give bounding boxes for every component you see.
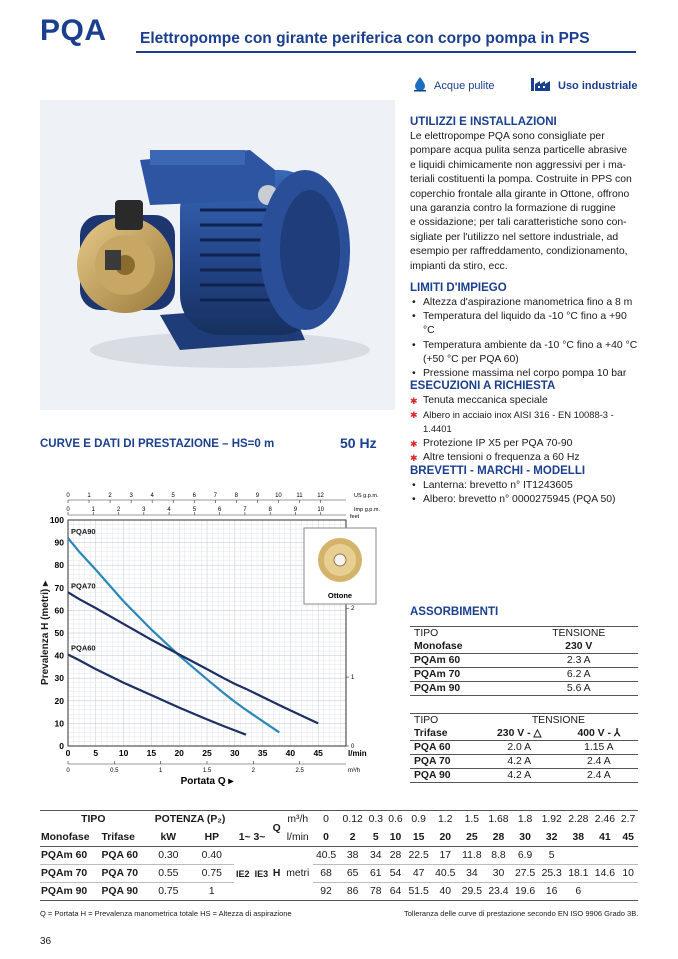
- text-line: e ossidazione; per tali caratteristiche sono con-: [410, 217, 627, 229]
- list-item: • Albero: brevetto n° 0000275945 (PQA 50): [410, 493, 640, 507]
- q-m3h-cell: 0.12: [342, 814, 363, 826]
- h-value-cell: 23.4: [488, 886, 509, 897]
- q-m3h-cell: 0.6: [388, 814, 403, 826]
- m3h-tick-label: 2: [251, 768, 256, 774]
- text-line: Le elettropompe PQA sono consigliate per: [410, 131, 605, 142]
- text-line: una garanzia contro la formazione di ruggine: [410, 203, 616, 215]
- y-tick-label: 100: [49, 515, 64, 525]
- text-line: sigliate per l'utilizzo nel settore industriale, ad: [410, 231, 619, 243]
- text-line: pompare acqua pulita senza particelle abrasive: [410, 145, 628, 157]
- h-value-cell: 86: [346, 886, 359, 897]
- badge-acque-pulite: [412, 76, 495, 95]
- q-m3h-cell: 1.2: [438, 814, 453, 826]
- h-value-cell: 54: [389, 868, 402, 879]
- chart-title: CURVE E DATI DI PRESTAZIONE – HS=0 m: [40, 438, 275, 450]
- list-item: • Temperatura del liquido da -10 °C fino a +90 °C: [410, 310, 640, 338]
- section-esecuzioni-list: [410, 394, 640, 465]
- impgpm-tick-label: 10: [317, 507, 325, 513]
- impeller-icon: [318, 538, 362, 582]
- m3h-unit-label: m³/h: [348, 768, 360, 774]
- q-lmin-cell: 0: [323, 831, 329, 843]
- m3h-tick-label: 1: [158, 768, 163, 774]
- q-lmin-cell: 20: [439, 831, 452, 843]
- q-lmin-cell: 38: [572, 831, 585, 843]
- ie2-label: IE2: [236, 868, 250, 879]
- h-value-cell: 78: [370, 886, 382, 897]
- usgpm-tick-label: 9: [255, 493, 260, 499]
- table-header: 1~ 3~: [238, 831, 266, 843]
- series-label: PQA60: [71, 643, 96, 653]
- table-row: PQAm 90 PQA 90 0.75 1 92 86 78 64 51.5 40 29.5 23.4 19.6 16 6: [40, 883, 638, 901]
- table-header: Monofase: [414, 641, 463, 652]
- usgpm-unit-label: US g.p.m.: [354, 493, 379, 499]
- h-value-cell: 40.5: [315, 850, 337, 861]
- h-value-cell: 14.6: [594, 868, 616, 879]
- y-tick-label: 30: [54, 673, 64, 684]
- text-line: e liquidi chimicamente non aggressivi per i ma-: [410, 159, 626, 171]
- impgpm-tick-label: 3: [142, 507, 146, 513]
- footer-legend: Q = Portata H = Prevalenza manometrica totale HS = Altezza di aspirazione: [40, 909, 292, 918]
- q-m3h-cell: 0.9: [411, 814, 426, 826]
- y-tick-label: 60: [54, 605, 64, 616]
- table-header: m³/h: [287, 814, 309, 826]
- ie3-label: IE3: [254, 868, 269, 879]
- q-lmin-cell: 30: [519, 831, 531, 843]
- y-tick-label: 40: [54, 650, 64, 661]
- q-lmin-cell: 28: [492, 831, 505, 843]
- table-row: PQA 90 4.2 A 2.4 A: [410, 769, 638, 783]
- list-item: • Altezza d'aspirazione manometrica fino a 8 m: [410, 296, 640, 310]
- h-value-cell: 27.5: [514, 868, 536, 879]
- h-value-cell: 28: [389, 850, 402, 861]
- industry-icon: [530, 76, 552, 95]
- h-value-cell: 40.5: [435, 868, 456, 879]
- q-m3h-cell: 1.8: [517, 814, 533, 826]
- impgpm-tick-label: 5: [192, 507, 197, 513]
- h-value-cell: 65: [346, 868, 359, 879]
- section-brevetti-heading: BREVETTI - MARCHI - MODELLI: [410, 465, 586, 477]
- usgpm-tick-label: 0: [66, 493, 70, 499]
- impgpm-tick-label: 2: [116, 507, 121, 513]
- list-item: • Temperatura ambiente da -10 °C fino a +40 °C: [410, 339, 640, 353]
- impgpm-unit-label: Imp g.p.m.: [354, 507, 380, 513]
- usgpm-tick-label: 6: [192, 493, 196, 499]
- table-row: PQAm 60 PQA 60 0.30 0.40 IE2 IE3 H metri 40.5 38 34 28 22.5 17 11.8 8.8 6.9 5: [40, 847, 638, 865]
- table-row: PQA 60 2.0 A 1.15 A: [410, 741, 638, 755]
- section-esecuzioni-heading: ESECUZIONI A RICHIESTA: [410, 380, 556, 392]
- table-header: HP: [204, 831, 219, 843]
- x-axis-label: Portata Q ▸: [180, 776, 234, 787]
- table-header: kW: [160, 831, 177, 843]
- feet-tick-label: 1: [351, 675, 355, 682]
- m3h-tick-label: 0: [66, 768, 70, 774]
- list-item: • Lanterna: brevetto n° IT1243605: [410, 479, 640, 493]
- usgpm-tick-label: 10: [275, 493, 282, 499]
- performance-table: [40, 810, 638, 901]
- y-tick-label: 10: [54, 718, 64, 729]
- impgpm-tick-label: 6: [217, 507, 222, 513]
- h-value-cell: [618, 847, 638, 865]
- usgpm-tick-label: 5: [171, 493, 175, 499]
- text-line: coperchio frontale alla girante in Ottone, offrono: [410, 188, 630, 200]
- h-value-cell: 18.1: [568, 868, 589, 879]
- list-item: (+50 °C per PQA 60): [423, 353, 519, 365]
- q-lmin-cell: 45: [622, 831, 634, 843]
- page-number: 36: [40, 936, 52, 947]
- table-header: Monofase: [41, 831, 90, 843]
- x-tick-label: 20: [174, 748, 184, 758]
- usgpm-tick-label: 11: [296, 493, 303, 499]
- footer-tolerance: Tolleranza delle curve di prestazione secondo EN ISO 9906 Grado 3B.: [404, 909, 639, 918]
- table-header: TENSIONE: [552, 628, 606, 639]
- table-header: 400 V - ⅄: [577, 728, 621, 739]
- h-value-cell: [618, 883, 638, 901]
- q-lmin-cell: 10: [389, 831, 402, 843]
- table-header: TIPO: [414, 715, 439, 726]
- product-code: PQA: [40, 14, 107, 47]
- q-m3h-cell: 2.7: [620, 814, 636, 826]
- impgpm-tick-label: 1: [91, 507, 95, 513]
- usgpm-tick-label: 8: [234, 493, 239, 499]
- list-item: ✱ Altre tensioni o frequenza a 60 Hz: [410, 451, 640, 465]
- x-tick-label: 15: [146, 748, 157, 758]
- q-lmin-cell: 15: [412, 831, 425, 843]
- impgpm-tick-label: 8: [268, 507, 272, 513]
- list-item: • Pressione massima nel corpo pompa 10 bar: [410, 367, 640, 381]
- y-tick-label: 20: [54, 695, 64, 706]
- h-value-cell: 51.5: [408, 886, 429, 897]
- impgpm-tick-label: 7: [243, 507, 247, 513]
- usgpm-tick-label: 1: [87, 493, 91, 499]
- h-value-cell: 8.8: [491, 850, 506, 861]
- q-m3h-cell: 1.68: [488, 814, 509, 826]
- m3h-tick-label: 2.5: [295, 768, 304, 774]
- x-tick-label: 40: [285, 748, 296, 758]
- q-lmin-cell: 32: [545, 831, 558, 843]
- table-row: PQAm 70 PQA 70 0.55 0.75 68 65 61 54 47 40.5 34 30 27.5 25.3 18.1 14.6 10: [40, 865, 638, 883]
- x-tick-label: 35: [257, 748, 268, 758]
- x-tick-label: 45: [313, 748, 323, 758]
- badge-label: Uso industriale: [558, 79, 638, 92]
- h-value-cell: 16: [545, 886, 558, 897]
- table-header: l/min: [286, 831, 309, 843]
- feet-tick-label: 2: [351, 606, 355, 613]
- q-m3h-cell: 2.28: [568, 814, 589, 826]
- curve-pqa70: [68, 592, 318, 723]
- h-value-cell: 68: [320, 868, 332, 879]
- h-value-cell: 5: [548, 850, 555, 861]
- text-line: esempio per raffreddamento, condizionamento,: [410, 246, 628, 258]
- usgpm-tick-label: 12: [317, 493, 324, 499]
- table-row: PQAm 60 2.3 A: [410, 654, 638, 668]
- section-assorbimenti-heading: ASSORBIMENTI: [410, 606, 499, 618]
- x-tick-label: 0: [65, 748, 71, 758]
- table-header: TIPO: [81, 814, 106, 826]
- h-value-cell: 34: [466, 868, 478, 879]
- table-header: TENSIONE: [531, 715, 585, 726]
- h-value-cell: 92: [320, 886, 332, 897]
- x-tick-label: 30: [230, 748, 240, 758]
- impeller-label: Ottone: [327, 591, 353, 600]
- q-m3h-cell: 2.46: [594, 814, 616, 826]
- h-value-cell: 11.8: [462, 850, 482, 861]
- h-value-cell: 19.6: [514, 886, 536, 897]
- list-item: ✱ Tenuta meccanica speciale: [410, 394, 640, 408]
- absorption-table-tri: [410, 713, 638, 783]
- h-value-cell: 64: [389, 886, 402, 897]
- absorption-table-mono: [410, 626, 638, 696]
- title-rule: [136, 51, 636, 53]
- h-value-cell: 40: [439, 886, 452, 897]
- table-row: PQAm 90 5.6 A: [410, 682, 638, 696]
- q-m3h-cell: 1.92: [541, 814, 562, 826]
- list-item: ✱ Albero in acciaio inox AISI 316 - EN 10088-3 - 1.4401: [410, 408, 640, 436]
- impgpm-tick-label: 0: [66, 507, 70, 513]
- m3h-tick-label: 1.5: [202, 768, 212, 774]
- q-lmin-cell: 2: [349, 831, 356, 843]
- impgpm-tick-label: 9: [293, 507, 298, 513]
- impeller-inset: [304, 528, 376, 604]
- product-image: [40, 100, 395, 410]
- h-value-cell: 22.5: [408, 850, 429, 861]
- h-value-cell: 34: [370, 850, 382, 861]
- usgpm-tick-label: 3: [129, 493, 133, 499]
- x-tick-label: 5: [93, 748, 99, 758]
- table-header: TIPO: [414, 628, 439, 639]
- list-item: ✱ Protezione IP X5 per PQA 70-90: [410, 437, 640, 451]
- feet-tick-label: 0: [351, 744, 355, 750]
- table-row: PQAm 70 6.2 A: [410, 668, 638, 682]
- h-value-cell: 38: [346, 850, 359, 861]
- section-brevetti-list: [410, 479, 640, 507]
- x-tick-label: 25: [202, 748, 212, 758]
- text-line: teriali costituenti la pompa. Costruite in PPS con: [410, 174, 632, 186]
- q-m3h-cell: 0: [323, 814, 329, 826]
- x-tick-label: 10: [118, 748, 129, 758]
- section-limiti-list: [410, 296, 640, 381]
- h-value-cell: 17: [439, 850, 452, 861]
- impgpm-tick-label: 4: [167, 507, 171, 513]
- q-lmin-cell: 5: [372, 831, 379, 843]
- feet-unit-label: feet: [350, 514, 360, 520]
- q-m3h-cell: 1.5: [464, 814, 480, 826]
- y-tick-label: 80: [54, 560, 64, 571]
- usgpm-tick-label: 7: [213, 493, 217, 499]
- performance-chart: [36, 488, 394, 788]
- q-m3h-cell: 0.3: [368, 814, 384, 826]
- water-drop-icon: [412, 76, 428, 95]
- table-row: PQA 70 4.2 A 2.4 A: [410, 755, 638, 769]
- h-value-cell: 6.9: [517, 850, 533, 861]
- h-value-cell: [592, 883, 619, 901]
- badge-label: Acque pulite: [434, 79, 495, 92]
- h-value-cell: 61: [370, 868, 382, 879]
- text-line: impianti da stiro, ecc.: [410, 260, 508, 272]
- h-value-cell: 10: [622, 868, 634, 879]
- h-value-cell: 29.5: [461, 886, 482, 897]
- table-header: Q: [272, 823, 281, 834]
- section-utilizzi-body: [410, 130, 638, 274]
- h-value-cell: [592, 847, 619, 865]
- section-limiti-heading: LIMITI D'IMPIEGO: [410, 282, 507, 294]
- badge-uso-industriale: [530, 76, 637, 95]
- page-title: Elettropompe con girante periferica con corpo pompa in PPS: [140, 30, 590, 47]
- y-tick-label: 70: [54, 582, 64, 593]
- q-lmin-cell: 25: [466, 831, 478, 843]
- chart-frequency: 50 Hz: [340, 435, 377, 451]
- usgpm-tick-label: 4: [150, 493, 154, 499]
- h-value-cell: 47: [412, 868, 425, 879]
- table-header: POTENZA (P₂): [154, 814, 226, 826]
- usgpm-tick-label: 2: [108, 493, 112, 499]
- table-header: Trifase: [414, 728, 448, 739]
- section-utilizzi-heading: UTILIZZI E INSTALLAZIONI: [410, 116, 557, 128]
- series-label: PQA90: [71, 527, 96, 537]
- table-header: 230 V - △: [497, 728, 542, 739]
- y-tick-label: 90: [54, 537, 64, 548]
- table-header: Trifase: [101, 831, 135, 843]
- h-value-cell: 30: [492, 868, 505, 879]
- x-unit-label: l/min: [348, 749, 367, 758]
- h-value-cell: 25.3: [541, 868, 562, 879]
- y-axis-label: Prevalenza H (metri) ▸: [40, 581, 51, 685]
- y-tick-label: 0: [59, 741, 64, 751]
- m3h-tick-label: 0.5: [110, 768, 119, 774]
- h-value-cell: [565, 847, 592, 865]
- q-lmin-cell: 41: [599, 831, 611, 843]
- y-tick-label: 50: [54, 628, 64, 638]
- table-header: 230 V: [565, 641, 593, 652]
- h-value-cell: 6: [575, 886, 582, 897]
- series-label: PQA70: [71, 581, 96, 591]
